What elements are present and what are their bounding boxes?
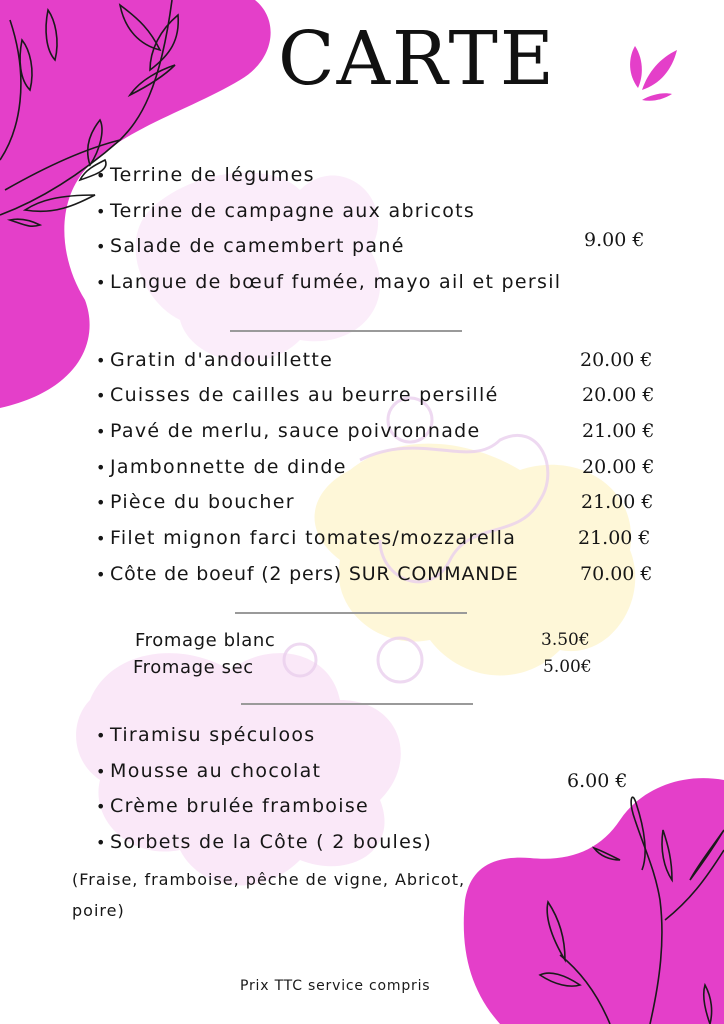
main-item [96,351,333,370]
divider [235,612,467,614]
bullet: • [96,797,107,816]
item-name: Salade de camembert pané [110,235,405,257]
page-title: CARTE [278,16,556,102]
dessert-item [96,726,316,745]
cheese-item: Fromage sec [133,657,254,678]
item-name: Terrine de campagne aux abricots [110,200,476,222]
item-name: Cuisses de cailles au beurre persillé [110,384,499,406]
bullet: • [96,833,107,852]
sorbet-flavors-note: (Fraise, framboise, pêche de vigne, Abricot, [72,870,466,889]
main-item [96,422,480,441]
starter-item [96,273,561,292]
bullet: • [96,202,107,221]
starters-price: 9.00 € [584,229,645,251]
bullet: • [96,529,107,548]
item-price: 20.00 € [582,456,655,478]
item-name: Crème brulée framboise [110,795,370,817]
main-item [96,565,519,584]
bullet: • [96,422,107,441]
item-price: 70.00 € [580,563,653,585]
divider [230,330,462,332]
item-price: 21.00 € [581,491,654,513]
starter-item [96,166,315,185]
item-name: Sorbets de la Côte ( 2 boules) [110,831,433,853]
bullet: • [96,565,107,584]
main-item [96,458,347,477]
divider [241,703,473,705]
item-price: 20.00 € [582,384,655,406]
desserts-price: 6.00 € [567,770,628,792]
item-price: 5.00€ [543,657,592,677]
bullet: • [96,726,107,745]
bullet: • [96,166,107,185]
item-name: Côte de boeuf (2 pers) SUR COMMANDE [110,563,519,585]
bullet: • [96,351,107,370]
item-name: Filet mignon farci tomates/mozzarella [110,527,517,549]
item-name: Terrine de légumes [110,164,315,186]
item-name: Mousse au chocolat [110,760,322,782]
bullet: • [96,762,107,781]
main-item [96,386,499,405]
item-price: 20.00 € [580,349,653,371]
main-item [96,529,516,548]
bullet: • [96,458,107,477]
bullet: • [96,237,107,256]
cheese-item: Fromage blanc [135,630,276,651]
bullet: • [96,493,107,512]
bullet: • [96,386,107,405]
dessert-item [96,797,369,816]
dessert-item [96,833,432,852]
bullet: • [96,273,107,292]
leaf-logo-icon [630,46,677,101]
main-item [96,493,295,512]
starter-item [96,237,405,256]
item-name: Tiramisu spéculoos [110,724,316,746]
item-name: Gratin d'andouillette [110,349,334,371]
dessert-item [96,762,321,781]
item-name: Jambonnette de dinde [110,456,347,478]
item-price: 3.50€ [541,630,590,650]
sorbet-flavors-note: poire) [72,901,125,920]
item-price: 21.00 € [582,420,655,442]
item-price: 21.00 € [578,527,651,549]
footer-note: Prix TTC service compris [240,978,431,994]
starter-item [96,202,475,221]
item-name: Pièce du boucher [110,491,295,513]
item-name: Langue de bœuf fumée, mayo ail et persil [110,271,562,293]
item-name: Pavé de merlu, sauce poivronnade [110,420,481,442]
